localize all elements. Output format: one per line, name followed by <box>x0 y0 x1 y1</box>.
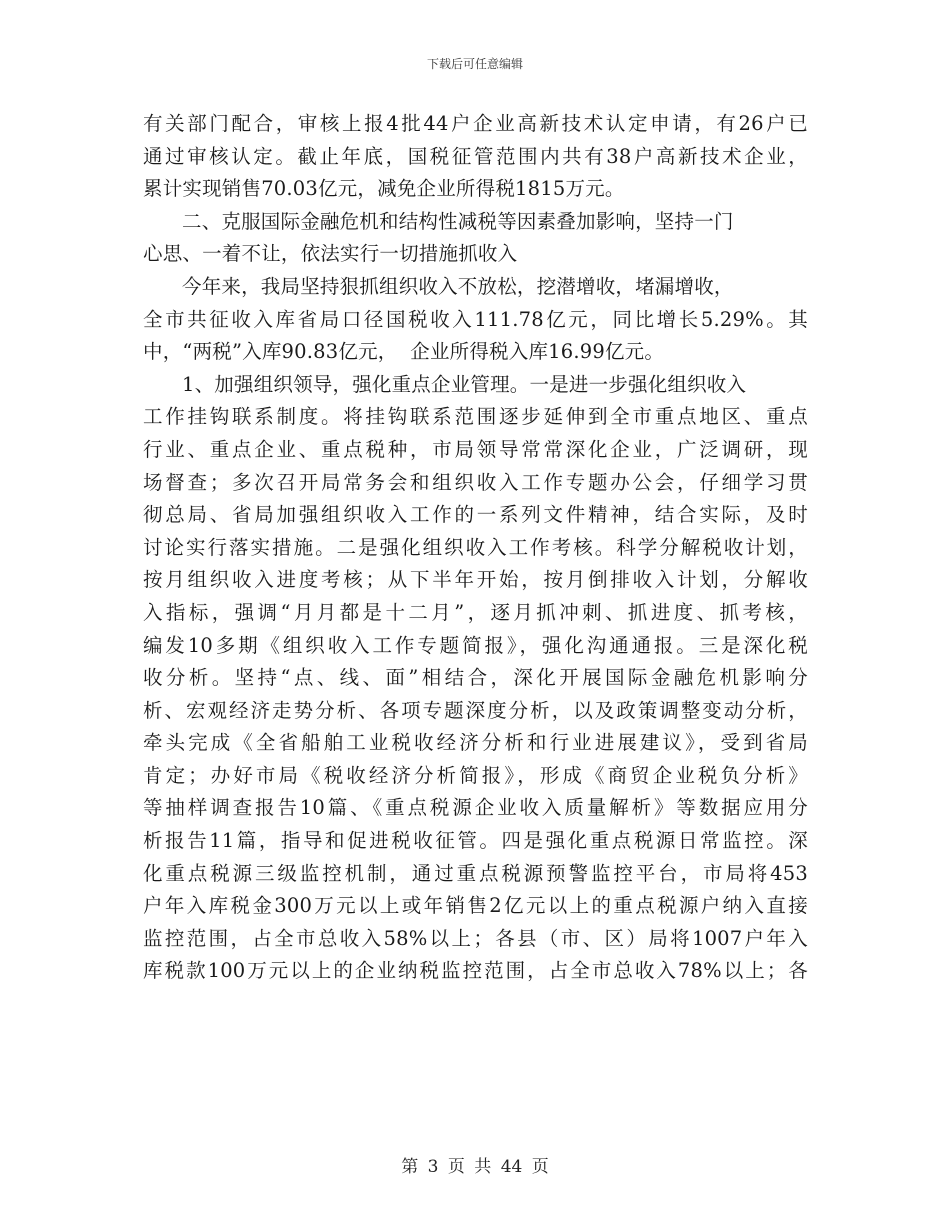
body-line: 通过审核认定。截止年底，国税征管范围内共有38户高新技术企业， <box>143 144 808 168</box>
body-line: 按月组织收入进度考核；从下半年开始，按月倒排收入计划，分解收 <box>143 568 808 592</box>
body-line: 析报告11篇，指导和促进税收征管。四是强化重点税源日常监控。深 <box>143 829 808 853</box>
body-line: 1、加强组织领导，强化重点企业管理。一是进一步强化组织收入 <box>182 372 747 396</box>
body-line: 行业、重点企业、重点税种，市局领导常常深化企业，广泛调研，现 <box>143 437 808 461</box>
body-line: 场督查；多次召开局常务会和组织收入工作专题办公会，仔细学习贯 <box>143 470 808 494</box>
body-line: 入指标，强调“月月都是十二月”，逐月抓冲刺、抓进度、抓考核， <box>143 600 808 624</box>
body-line: 有关部门配合，审核上报4批44户企业高新技术认定申请，有26户已 <box>143 112 808 135</box>
body-line: 析、宏观经济走势分析、各项专题深度分析，以及政策调整变动分析， <box>143 698 808 722</box>
section-heading-line: 二、克服国际金融危机和结构性减税等因素叠加影响，坚持一门 <box>182 209 734 233</box>
body-line: 中，“两税”入库90.83亿元， 企业所得税入库16.99亿元。 <box>143 340 665 364</box>
body-line: 工作挂钩联系制度。将挂钩联系范围逐步延伸到全市重点地区、重点 <box>143 405 808 429</box>
document-body <box>143 108 808 988</box>
body-line: 监控范围，占全市总收入58%以上；各县（市、区）局将1007户年入 <box>143 926 808 950</box>
page-number: 第 3 页 共 44 页 <box>401 1157 549 1177</box>
body-line: 等抽样调查报告10篇、《重点税源企业收入质量解析》等数据应用分 <box>143 796 808 820</box>
body-line: 讨论实行落实措施。二是强化组织收入工作考核。科学分解税收计划， <box>143 535 808 559</box>
body-line: 牵头完成《全省船舶工业税收经济分析和行业进展建议》，受到省局 <box>143 731 808 755</box>
body-line: 库税款100万元以上的企业纳税监控范围，占全市总收入78%以上；各 <box>143 959 808 983</box>
body-line: 今年来，我局坚持狠抓组织收入不放松，挖潜增收，堵漏增收， <box>182 274 734 298</box>
body-line: 户年入库税金300万元以上或年销售2亿元以上的重点税源户纳入直接 <box>143 894 808 918</box>
body-line: 收分析。坚持“点、线、面”相结合，深化开展国际金融危机影响分 <box>143 666 808 690</box>
body-line: 累计实现销售70.03亿元，减免企业所得税1815万元。 <box>143 177 625 201</box>
body-line: 化重点税源三级监控机制，通过重点税源预警监控平台，市局将453 <box>143 861 808 885</box>
body-line: 全市共征收入库省局口径国税收入111.78亿元，同比增长5.29%。其 <box>143 307 808 331</box>
body-line: 肯定；办好市局《税收经济分析简报》，形成《商贸企业税负分析》 <box>143 763 808 787</box>
header-note: 下载后可任意编辑 <box>426 57 523 71</box>
body-line: 编发10多期《组织收入工作专题简报》，强化沟通通报。三是深化税 <box>143 633 808 657</box>
body-line: 彻总局、省局加强组织收入工作的一系列文件精神，结合实际，及时 <box>143 503 808 527</box>
section-heading-line: 心思、一着不让，依法实行一切措施抓收入 <box>143 242 518 266</box>
